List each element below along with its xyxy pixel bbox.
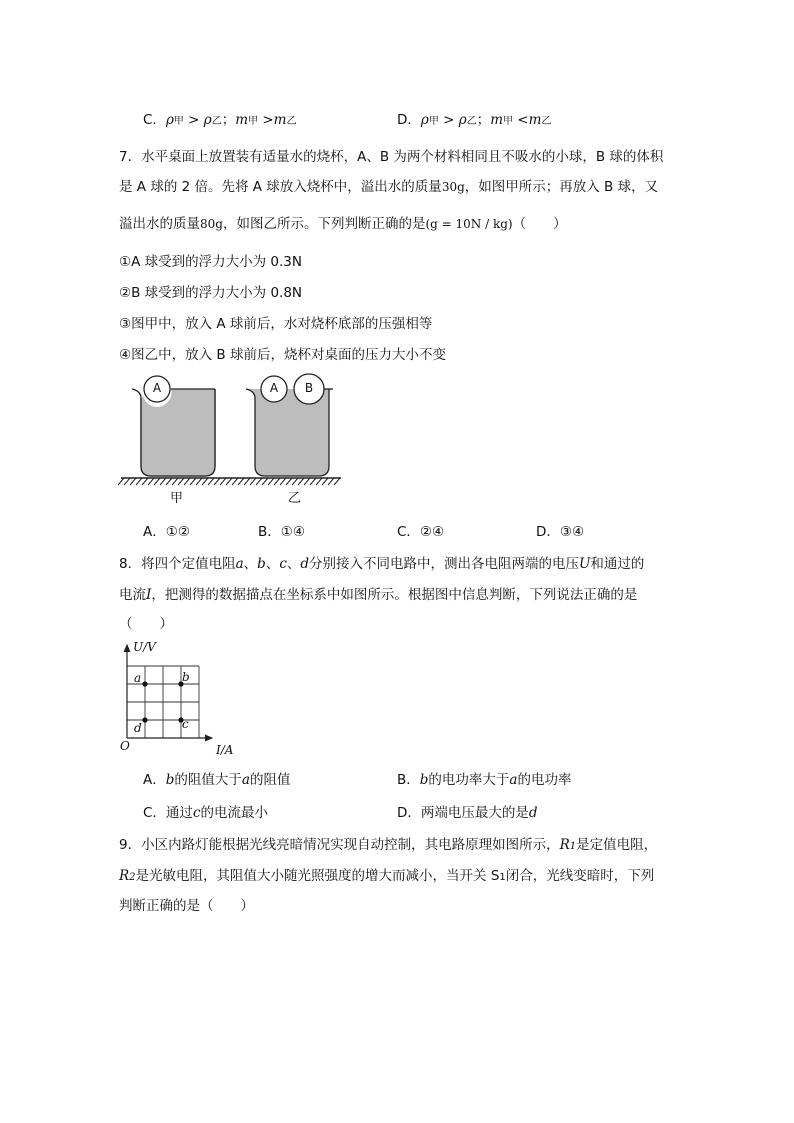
label-jia: 甲: [170, 491, 184, 506]
graph-label-d: d: [134, 721, 142, 735]
label-yi: 乙: [288, 491, 302, 506]
q7-line-3: 溢出水的质量80g，如图乙所示。下列判断正确的是(g = 10N / kg)（ ）: [119, 216, 567, 232]
point-a: [142, 681, 147, 686]
q7-statement-3: ③图甲中，放入 A 球前后，水对烧杯底部的压强相等: [119, 316, 433, 332]
ball-a-label-yi: A: [269, 381, 279, 395]
q7-option-b: B．①④: [258, 524, 305, 540]
q9-line-2: R2是光敏电阻，其阻值大小随光照强度的增大而减小，当开关 S1闭合，光线变暗时，下列: [119, 868, 655, 884]
point-d: [142, 717, 147, 722]
q8-line-3: （ ）: [119, 616, 173, 632]
q8-option-c: C．通过c的电流最小: [143, 805, 268, 821]
q7-option-c: C．②④: [397, 524, 445, 540]
q9-line-1: 9．小区内路灯能根据光线亮暗情况实现自动控制，其电路原理如图所示，R1是定值电阻，: [119, 837, 658, 853]
graph-xlabel: I/A: [216, 743, 234, 757]
q7-option-a: A．①②: [143, 524, 190, 540]
graph-ylabel: U/V: [133, 640, 156, 654]
graph-label-c: c: [182, 717, 189, 731]
q7-line-1: 7．水平桌面上放置装有适量水的烧杯，A、B 为两个材料相同且不吸水的小球，B 球的体积: [119, 149, 664, 165]
q6-option-c: C．ρ甲 > ρ乙；m甲 >m乙: [143, 112, 297, 128]
q7-statement-1: ①A 球受到的浮力大小为 0.3N: [119, 254, 302, 270]
q8-option-a: A．b的阻值大于a的阻值: [143, 772, 291, 788]
q7-option-d: D．③④: [536, 524, 585, 540]
ball-b-label-yi: B: [304, 381, 314, 395]
q8-line-2: 电流I，把测得的数据描点在坐标系中如图所示。根据图中信息判断，下列说法正确的是: [119, 587, 638, 603]
q9-line-3: 判断正确的是（ ）: [119, 898, 254, 914]
q7-statement-2: ②B 球受到的浮力大小为 0.8N: [119, 285, 303, 301]
graph-label-a: a: [134, 671, 142, 685]
q8-line-1: 8．将四个定值电阻a、b、c、d分别接入不同电路中，测出各电阻两端的电压U和通过的: [119, 556, 645, 572]
q6-option-d: D．ρ甲 > ρ乙；m甲 <m乙: [397, 112, 552, 128]
q7-line-2: 是 A 球的 2 倍。先将 A 球放入烧杯中，溢出水的质量30g，如图甲所示；再放入 B 球，又: [119, 179, 659, 195]
graph-label-b: b: [182, 670, 190, 684]
graph-origin: O: [120, 739, 130, 753]
q7-statement-4: ④图乙中，放入 B 球前后，烧杯对桌面的压力大小不变: [119, 347, 446, 363]
ball-a-label-jia: A: [152, 381, 162, 395]
q8-option-b: B．b的电功率大于a的电功率: [397, 772, 572, 788]
q8-option-d: D．两端电压最大的是d: [397, 805, 538, 821]
